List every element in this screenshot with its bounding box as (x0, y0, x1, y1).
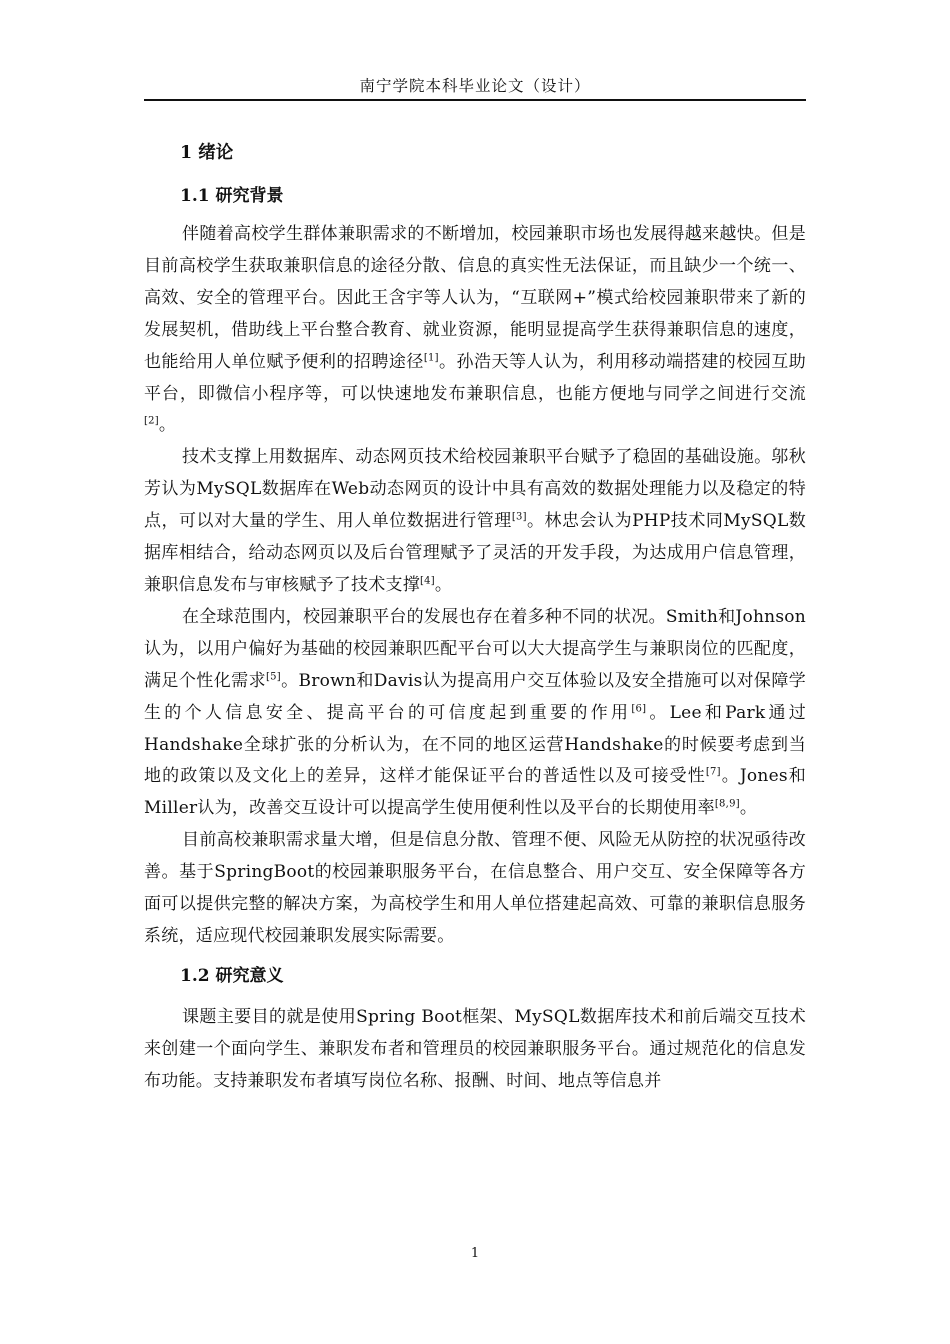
page-body (144, 138, 806, 1098)
citation-marker: [6] (631, 702, 647, 714)
paragraph-4: 目前高校兼职需求量大增，但是信息分散、管理不便、风险无从防控的状况亟待改善。基于SpringBoot的校园兼职服务平台，在信息整合、用户交互、安全保障等各方面可以提供完整的解决方案，为高校学生和用人单位搭建起高效、可靠的兼职信息服务系统，适应现代校园兼职发展实际需要。 (144, 830, 806, 946)
section-title-background: 1.1 研究背景 (180, 186, 284, 206)
page-number: 1 (470, 1246, 480, 1261)
paragraph-3: 在全球范围内，校园兼职平台的发展也存在着多种不同的状况。Smith和Johnson认为，以用户偏好为基础的校园兼职匹配平台可以大大提高学生与兼职岗位的匹配度，满足个性化需求[5]。Brown和Davis认为提高用户交互体验以及安全措施可以对保障学生的个人信息安全、提高平台的可信度起到重要的作用[6]。Lee和Park通过Handshake全球扩张的分析认为，在不同的地区运营Handshake的时候要考虑到当地的政策以及文化上的差异，这样才能保证平台的普适性以及可接受性[7]。Jones和Miller认为，改善交互设计可以提高学生使用便利性以及平台的长期使用率[8,9]。 (144, 606, 806, 819)
chapter-title: 1 绪论 (180, 143, 234, 163)
running-header: 南宁学院本科毕业论文（设计） (359, 77, 591, 95)
citation-marker: [1] (423, 351, 439, 363)
paragraph-2: 技术支撑上用数据库、动态网页技术给校园兼职平台赋予了稳固的基础设施。邬秋芳认为MySQL数据库在Web动态网页的设计中具有高效的数据处理能力以及稳定的特点，可以对大量的学生、用人单位数据进行管理[3]。林忠会认为PHP技术同MySQL数据库相结合，给动态网页以及后台管理赋予了灵活的开发手段，为达成用户信息管理，兼职信息发布与审核赋予了技术支撑[4]。 (144, 447, 806, 595)
citation-marker: [3] (511, 511, 527, 523)
paragraph-5: 课题主要目的就是使用Spring Boot框架、MySQL数据库技术和前后端交互技术来创建一个面向学生、兼职发布者和管理员的校园兼职服务平台。通过规范化的信息发布功能。支持兼职发布者填写岗位名称、报酬、时间、地点等信息并 (144, 1006, 806, 1091)
citation-marker: [8,9] (714, 798, 740, 810)
header-rule (144, 99, 806, 101)
section-title-significance: 1.2 研究意义 (180, 965, 284, 986)
citation-marker: [2] (144, 415, 159, 427)
paragraph-1: 伴随着高校学生群体兼职需求的不断增加，校园兼职市场也发展得越来越快。但是目前高校学生获取兼职信息的途径分散、信息的真实性无法保证，而且缺少一个统一、高效、安全的管理平台。因此王含宇等人认为，“互联网+”模式给校园兼职带来了新的发展契机，借助线上平台整合教育、就业资源，能明显提高学生获得兼职信息的速度，也能给用人单位赋予便利的招聘途径[1]。孙浩天等人认为，利用移动端搭建的校园互助平台，即微信小程序等，可以快速地发布兼职信息，也能方便地与同学之间进行交流[2]。 (144, 224, 807, 436)
citation-marker: [4] (420, 575, 435, 587)
citation-marker: [5] (266, 671, 281, 683)
citation-marker: [7] (705, 766, 721, 778)
